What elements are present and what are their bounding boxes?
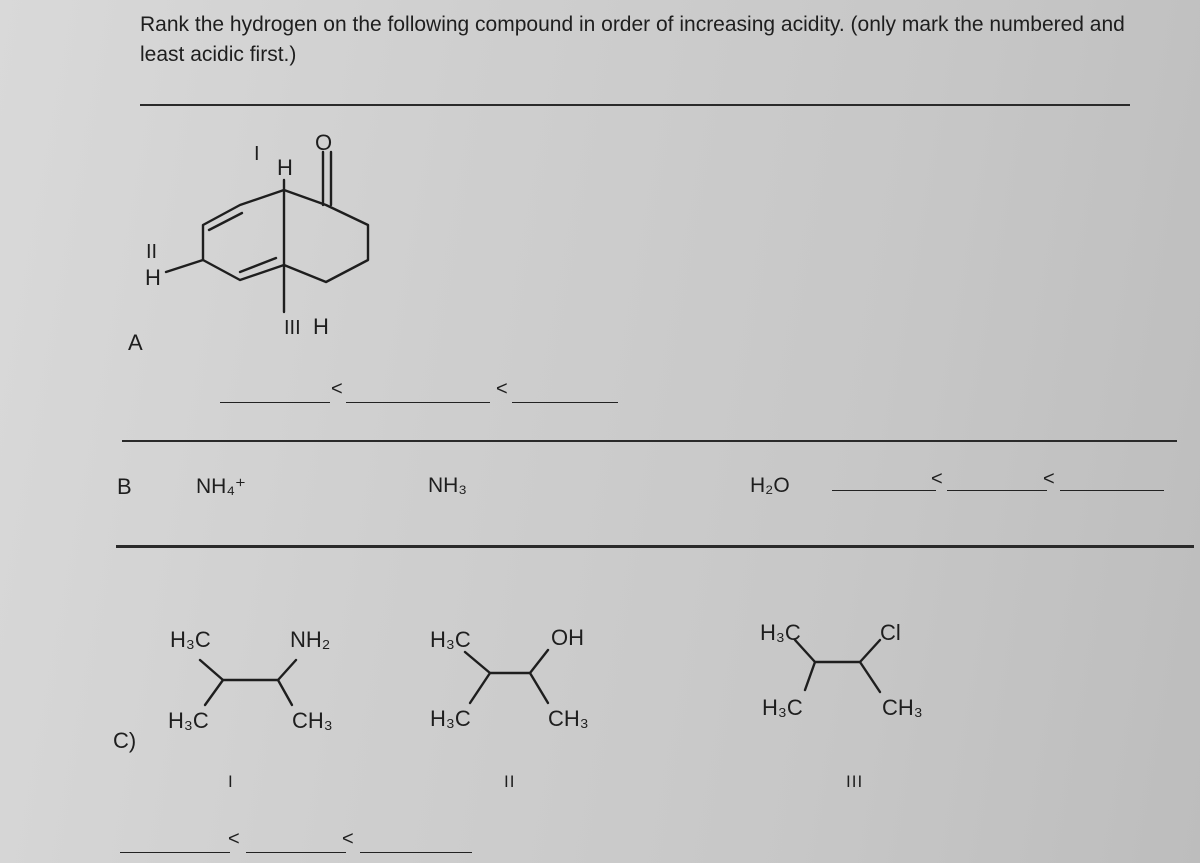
mol1-bottom-left: H₃C xyxy=(168,708,209,733)
answer-blank-c-2[interactable] xyxy=(246,852,346,853)
part-c-label: C) xyxy=(113,728,137,753)
hydrogen-3-atom: H xyxy=(313,314,329,339)
mol2-top-left: H₃C xyxy=(430,627,471,652)
compound-ammonium: NH₄⁺ xyxy=(196,475,246,498)
roman-numeral-3: III xyxy=(846,772,864,791)
mol3-bottom-left: H₃C xyxy=(762,695,803,720)
less-than-a-2: < xyxy=(496,378,508,400)
hydrogen-2-atom: H xyxy=(145,265,161,290)
mol1-bottom-right: CH₃ xyxy=(292,708,333,733)
part-b-label: B xyxy=(117,474,132,499)
mol3-top-left: H₃C xyxy=(760,620,801,645)
hydrogen-label-1: I xyxy=(254,143,260,165)
less-than-a-1: < xyxy=(331,378,343,400)
compound-water: H₂O xyxy=(750,474,790,497)
answer-blank-c-3[interactable] xyxy=(360,852,472,853)
hydrogen-label-3: III xyxy=(284,317,301,339)
compound-ammonia: NH₃ xyxy=(428,474,467,497)
molecule-2-alcohol xyxy=(430,625,589,731)
mol3-top-right: Cl xyxy=(880,620,901,645)
hydrogen-label-2: II xyxy=(146,241,158,263)
less-than-c-2: < xyxy=(342,828,354,850)
less-than-c-1: < xyxy=(228,828,240,850)
less-than-b-2: < xyxy=(1043,468,1055,490)
question-text: Rank the hydrogen on the following compound in order of increasing acidity. (only mark the numbered and least acidic first.) xyxy=(140,13,1125,66)
mol2-top-right: OH xyxy=(551,625,584,650)
hydrogen-1-atom: H xyxy=(277,155,293,180)
mol3-bottom-right: CH₃ xyxy=(882,695,923,720)
roman-numeral-2: II xyxy=(504,772,516,791)
mol1-top-right: NH₂ xyxy=(290,627,331,652)
mol1-top-left: H₃C xyxy=(170,627,211,652)
molecule-3-chloride xyxy=(760,620,923,720)
mol2-bottom-left: H₃C xyxy=(430,706,471,731)
part-a-label: A xyxy=(128,330,143,355)
mol2-bottom-right: CH₃ xyxy=(548,706,589,731)
roman-numeral-1: I xyxy=(228,772,234,791)
answer-blank-c-1[interactable] xyxy=(120,852,230,853)
oxygen-atom: O xyxy=(315,130,333,155)
less-than-b-1: < xyxy=(931,468,943,490)
molecule-1-amine xyxy=(168,627,333,733)
